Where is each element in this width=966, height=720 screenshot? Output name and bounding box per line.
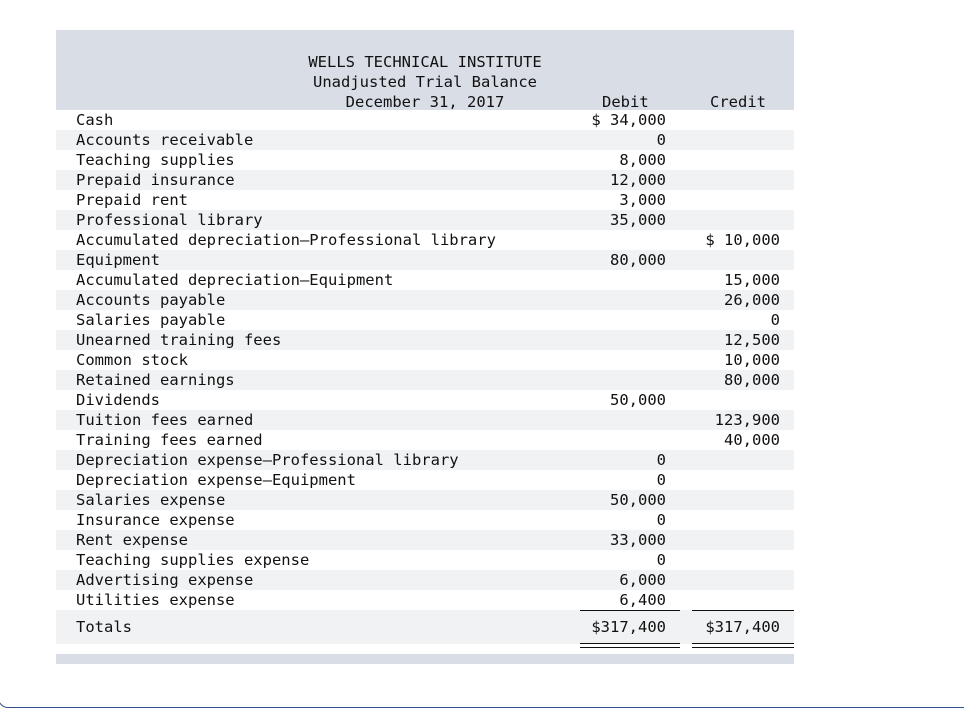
table-row <box>56 170 794 190</box>
debit-amount: 80,000 <box>610 251 666 269</box>
account-name: Tuition fees earned <box>76 411 254 429</box>
debit-amount: 6,400 <box>619 591 666 609</box>
table-row <box>56 430 794 450</box>
account-name: Dividends <box>76 391 160 409</box>
table-row <box>56 290 794 310</box>
credit-amount: 0 <box>770 311 780 329</box>
table-row <box>56 270 794 290</box>
account-name: Accumulated depreciation—Equipment <box>76 271 394 289</box>
debit-amount: 3,000 <box>619 191 666 209</box>
account-name: Depreciation expense—Professional library <box>76 451 459 469</box>
table-row <box>56 410 794 430</box>
debit-amount: 33,000 <box>610 531 666 549</box>
report-date: December 31, 2017 <box>345 93 505 111</box>
table-row <box>56 210 794 230</box>
debit-amount: 50,000 <box>610 391 666 409</box>
account-name: Advertising expense <box>76 571 254 589</box>
table-row <box>56 370 794 390</box>
account-name: Retained earnings <box>76 371 235 389</box>
table-row <box>56 530 794 550</box>
account-name: Professional library <box>76 211 263 229</box>
table-footer-bar <box>56 654 794 664</box>
table-row <box>56 570 794 590</box>
credit-amount: 10,000 <box>724 351 780 369</box>
account-name: Accounts payable <box>76 291 226 309</box>
debit-amount: 8,000 <box>619 151 666 169</box>
credit-amount: 12,500 <box>724 331 780 349</box>
debit-amount: 12,000 <box>610 171 666 189</box>
table-row <box>56 130 794 150</box>
report-title-line <box>56 52 794 91</box>
table-row <box>56 250 794 270</box>
account-name: Depreciation expense—Equipment <box>76 471 356 489</box>
credit-total-rule <box>692 610 794 611</box>
debit-amount: $ 34,000 <box>591 111 666 129</box>
debit-amount: 0 <box>656 451 666 469</box>
table-row <box>56 150 794 170</box>
table-row <box>56 390 794 410</box>
account-list <box>56 110 794 610</box>
credit-amount: 123,900 <box>714 411 780 429</box>
debit-total: $317,400 <box>591 618 666 636</box>
table-row <box>56 350 794 370</box>
account-name: Unearned training fees <box>76 331 282 349</box>
table-row <box>56 330 794 350</box>
debit-column-header: Debit <box>602 93 649 111</box>
account-name: Insurance expense <box>76 511 235 529</box>
company-name: WELLS TECHNICAL INSTITUTE <box>308 53 542 71</box>
table-row <box>56 230 794 250</box>
table-row <box>56 310 794 330</box>
account-name: Prepaid insurance <box>76 171 235 189</box>
debit-amount: 0 <box>656 511 666 529</box>
debit-amount: 0 <box>656 471 666 489</box>
account-name: Training fees earned <box>76 431 263 449</box>
company-name-line <box>56 32 794 71</box>
report-header <box>56 30 794 110</box>
debit-total-rule <box>580 610 680 611</box>
debit-amount: 35,000 <box>610 211 666 229</box>
account-name: Salaries payable <box>76 311 226 329</box>
account-name: Accumulated depreciation—Professional library <box>76 231 496 249</box>
credit-amount: 26,000 <box>724 291 780 309</box>
account-name: Teaching supplies expense <box>76 551 310 569</box>
table-row <box>56 510 794 530</box>
credit-total: $317,400 <box>705 618 780 636</box>
credit-amount: 80,000 <box>724 371 780 389</box>
table-row <box>56 190 794 210</box>
account-name: Prepaid rent <box>76 191 188 209</box>
table-row <box>56 590 794 610</box>
debit-double-rule <box>580 643 680 648</box>
table-row <box>56 470 794 490</box>
credit-double-rule <box>692 643 794 648</box>
account-name: Teaching supplies <box>76 151 235 169</box>
totals-label: Totals <box>76 618 132 636</box>
credit-column-header: Credit <box>710 93 766 111</box>
account-name: Salaries expense <box>76 491 226 509</box>
debit-amount: 6,000 <box>619 571 666 589</box>
table-row <box>56 110 794 130</box>
account-name: Cash <box>76 111 114 129</box>
debit-amount: 0 <box>656 551 666 569</box>
credit-amount: 40,000 <box>724 431 780 449</box>
credit-amount: $ 10,000 <box>705 231 780 249</box>
report-title: Unadjusted Trial Balance <box>313 73 537 91</box>
debit-amount: 50,000 <box>610 491 666 509</box>
debit-amount: 0 <box>656 131 666 149</box>
account-name: Accounts receivable <box>76 131 254 149</box>
account-name: Utilities expense <box>76 591 235 609</box>
account-name: Common stock <box>76 351 188 369</box>
trial-balance <box>56 30 794 644</box>
table-row <box>56 490 794 510</box>
credit-amount: 15,000 <box>724 271 780 289</box>
table-row <box>56 550 794 570</box>
account-name: Equipment <box>76 251 160 269</box>
account-name: Rent expense <box>76 531 188 549</box>
table-row <box>56 450 794 470</box>
totals-row <box>56 610 794 644</box>
